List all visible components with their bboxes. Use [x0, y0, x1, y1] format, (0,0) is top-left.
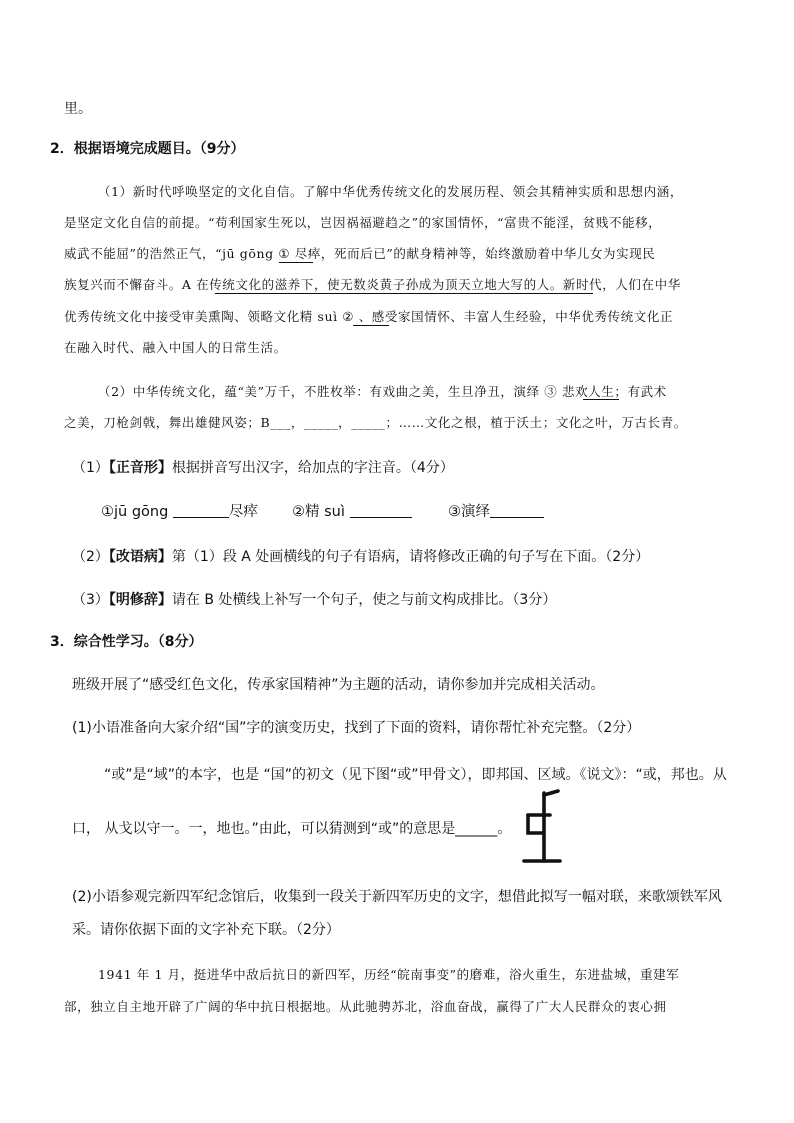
question-3-intro: 班级开展了“感受红色文化，传承家国精神”为主题的活动，请你参加并完成相关活动。: [72, 677, 605, 693]
item-1-number: ①: [101, 504, 114, 520]
sub-question-3-tag: 【明修辞】: [108, 592, 172, 608]
item-1-answer-blank[interactable]: [173, 503, 229, 518]
oracle-bone-huo-character-image: [520, 787, 564, 865]
blank-3-underline: [583, 399, 619, 400]
blank-2-underline: [353, 325, 389, 326]
part-2-passage-line-1: 1941 年 1 月，挺进华中敌后抗日的新四军，历经“皖南事变”的磨难，浴火重生，东进盐城，重建军: [98, 967, 680, 982]
passage-2-line-1: （2）中华传统文化，蕴“美”万千，不胜枚举：有戏曲之美，生旦净丑，演绎 ③ 悲欢人生；有武术: [98, 384, 667, 399]
passage-1-line-2: 是坚定文化自信的前提。“苟利国家生死以，岂因祸福避趋之”的家国情怀，“富贵不能淫，贫贱不能移，: [64, 215, 662, 230]
item-1-pinyin: jū gōng: [114, 504, 169, 520]
passage-1-line-3: 威武不能屈”的浩然正气，“jū gōng ① 尽瘁，死而后已”的献身精神等，始终激励着中华儿女为实现民: [64, 246, 656, 261]
passage-1-line-4: 族复兴而不懈奋斗。A 在传统文化的滋养下，使无数炎黄子孙成为顶天立地大写的人。新时代，人们在中华: [64, 277, 681, 292]
item-2-number: ②: [292, 504, 305, 520]
sub-question-2: [72, 548, 649, 566]
continued-line: 里。: [64, 101, 92, 117]
sub-question-3: [72, 591, 556, 609]
sub-question-1: [72, 459, 454, 477]
item-2-answer-blank[interactable]: [350, 503, 412, 518]
sub-question-1-number: （1）: [72, 460, 109, 476]
question-3-heading: 3．综合性学习。（8分）: [50, 634, 203, 650]
sub-question-2-number: （2）: [72, 549, 109, 565]
item-1-tail: 尽瘁: [228, 504, 258, 520]
item-2-pinyin: 精 suì: [305, 504, 345, 520]
item-3-answer-blank[interactable]: [490, 503, 544, 518]
sub-question-2-tag: 【改语病】: [108, 549, 172, 565]
sub-question-3-number: （3）: [72, 592, 109, 608]
passage-1-line-5: 优秀传统文化中接受审美熏陶、领略文化精 suì ② 、感受家国情怀、丰富人生经验，中华优秀传统文化正: [64, 309, 674, 324]
part-2-text-line-1: (2)小语参观完新四军纪念馆后，收集到一段关于新四军历史的文字，想借此拟写一幅对联，来歌颂铁军风: [72, 889, 722, 905]
sub-question-3-text: 请在 B 处横线上补写一个句子，使之与前文构成排比。（3分）: [171, 592, 557, 608]
passage-1-line-6: 在融入时代、融入中国人的日常生活。: [64, 340, 287, 355]
answer-item-3: [448, 503, 544, 521]
item-3-number: ③: [448, 504, 461, 520]
answer-item-1: [101, 503, 258, 521]
blank-1-underline: [279, 262, 313, 263]
sub-question-1-tag: 【正音形】: [108, 460, 172, 476]
part-1-text-line-2: 口， 从戈以守一。一，地也。”由此，可以猜测到“或”的意思是______。: [72, 821, 512, 837]
question-2-heading: 2．根据语境完成题目。（9分）: [50, 141, 245, 157]
part-1-text-line-1: “或”是“域”的本字，也是 “国”的初文（见下图“或”甲骨文），即邦国、区域。《说文》：“或，邦也。从: [104, 767, 727, 783]
sentence-a-underline: [215, 293, 593, 294]
part-2-passage-line-2: 部，独立自主地开辟了广阔的华中抗日根据地。从此驰骋苏北，浴血奋战，赢得了广大人民群众的衷心拥: [64, 999, 667, 1014]
part-1-title: (1)小语准备向大家介绍“国”字的演变历史，找到了下面的资料，请你帮忙补充完整。（2分）: [72, 720, 641, 736]
passage-2-line-2: 之美，刀枪剑戟，舞出雄健风姿；B___，_____，_____；……文化之根，植于沃土；文化之叶，万古长青。: [64, 415, 687, 430]
answer-item-2: [292, 503, 412, 521]
sub-question-2-text: 第（1）段 A 处画横线的句子有语病，请将修改正确的句子写在下面。（2分）: [171, 549, 650, 565]
sub-question-1-text: 根据拼音写出汉字，给加点的字注音。（4分）: [171, 460, 454, 476]
passage-1-line-1: （1）新时代呼唤坚定的文化自信。了解中华优秀传统文化的发展历程、领会其精神实质和思想内涵，: [98, 184, 683, 199]
item-3-label: 演绎: [461, 504, 490, 520]
part-2-text-line-2: 采。请你依据下面的文字补充下联。（2分）: [72, 922, 340, 938]
